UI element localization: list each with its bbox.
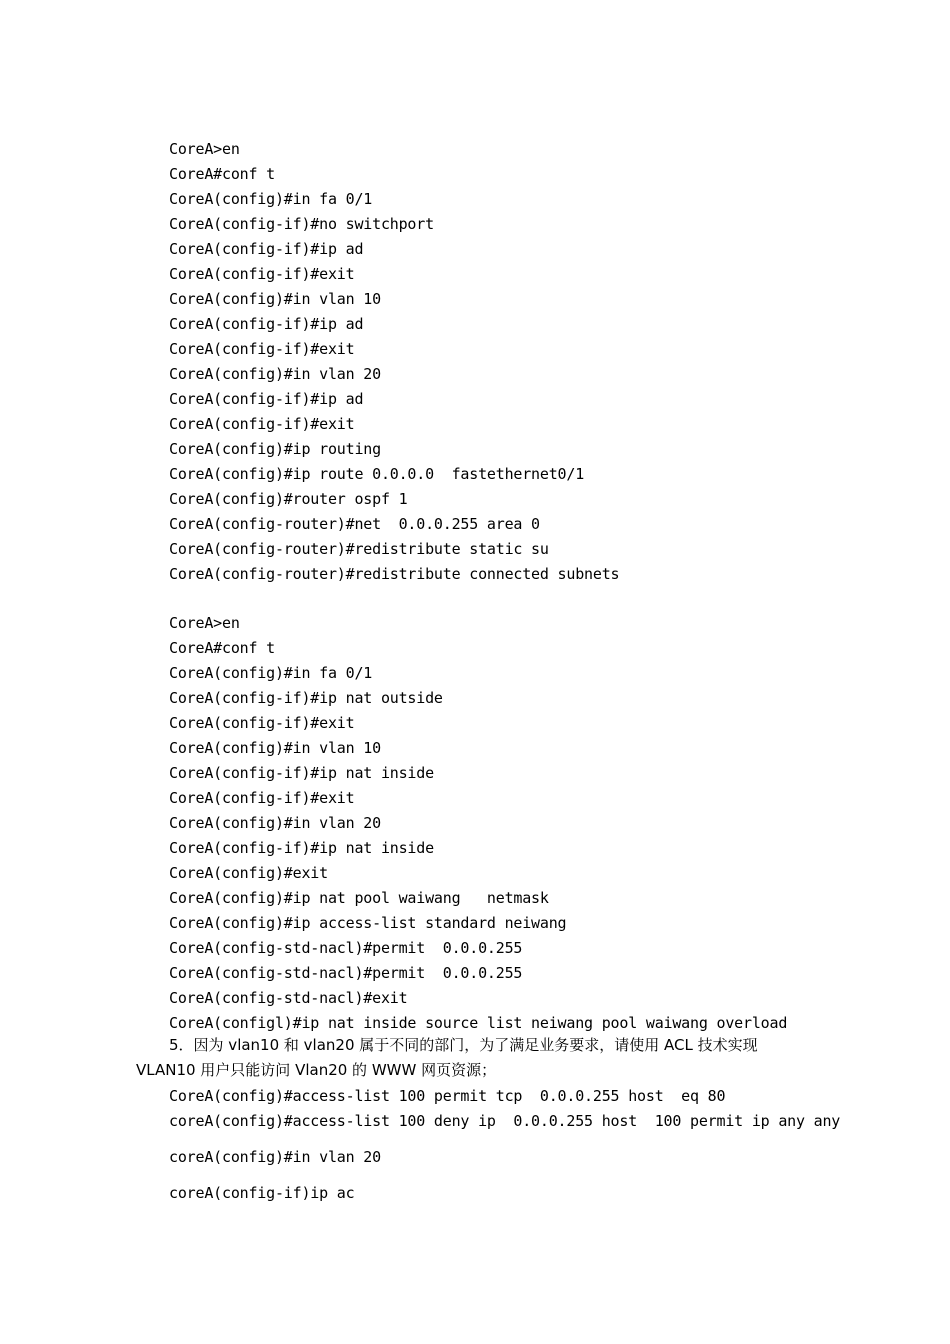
command-line: CoreA(config-if)#exit bbox=[169, 265, 355, 283]
command-line: CoreA(config)#access-list 100 permit tcp 0.0.0.255 host eq 80 bbox=[169, 1087, 726, 1105]
command-line: CoreA(config)#in vlan 10 bbox=[169, 290, 381, 308]
task-paragraph-line-1: 5．因为 vlan10 和 vlan20 属于不同的部门，为了满足业务要求，请使用 ACL 技术实现 bbox=[169, 1036, 758, 1054]
command-line: CoreA(config)#ip route 0.0.0.0 fastethernet0/1 bbox=[169, 465, 585, 483]
command-line: CoreA(config)#ip routing bbox=[169, 440, 381, 458]
command-line: CoreA(config)#exit bbox=[169, 864, 328, 882]
command-line: CoreA(config-std-nacl)#permit 0.0.0.255 bbox=[169, 964, 523, 982]
command-line: CoreA(config-if)#ip ad bbox=[169, 390, 364, 408]
command-line: CoreA(config-if)#exit bbox=[169, 415, 355, 433]
command-line: CoreA(config)#in vlan 20 bbox=[169, 814, 381, 832]
command-line: coreA(config)#access-list 100 deny ip 0.0.0.255 host 100 permit ip any any bbox=[169, 1112, 841, 1130]
command-line: CoreA(config)#in vlan 20 bbox=[169, 365, 381, 383]
command-line: CoreA(config-router)#net 0.0.0.255 area 0 bbox=[169, 515, 540, 533]
command-line: CoreA(config)#in vlan 10 bbox=[169, 739, 381, 757]
task-paragraph bbox=[136, 1033, 826, 1083]
command-line: CoreA>en bbox=[169, 614, 240, 632]
command-line: CoreA(config-if)#ip nat inside bbox=[169, 764, 434, 782]
command-line: CoreA(config)#in fa 0/1 bbox=[169, 190, 373, 208]
command-line: CoreA(config-if)#no switchport bbox=[169, 215, 434, 233]
command-line: coreA(config)#in vlan 20 bbox=[169, 1148, 381, 1166]
command-line: CoreA(config-router)#redistribute connected subnets bbox=[169, 565, 620, 583]
command-line: CoreA(config-if)#ip nat inside bbox=[169, 839, 434, 857]
command-line: CoreA(config)#ip access-list standard neiwang bbox=[169, 914, 567, 932]
command-line: CoreA(config-if)#ip ad bbox=[169, 315, 364, 333]
command-line: CoreA>en bbox=[169, 140, 240, 158]
command-line: CoreA(config)#ip nat pool waiwang netmask bbox=[169, 889, 549, 907]
command-line: CoreA(config-if)#exit bbox=[169, 789, 355, 807]
task-paragraph-line-2: VLAN10 用户只能访问 Vlan20 的 WWW 网页资源； bbox=[136, 1061, 497, 1079]
command-line: CoreA(config-if)#ip ad bbox=[169, 240, 364, 258]
command-line: CoreA(config-if)#exit bbox=[169, 340, 355, 358]
command-line: CoreA(config-std-nacl)#permit 0.0.0.255 bbox=[169, 939, 523, 957]
command-line: CoreA(configl)#ip nat inside source list neiwang pool waiwang overload bbox=[169, 1014, 788, 1032]
command-line: CoreA(config-std-nacl)#exit bbox=[169, 989, 408, 1007]
command-line: CoreA#conf t bbox=[169, 639, 275, 657]
command-line: CoreA(config)#router ospf 1 bbox=[169, 490, 408, 508]
command-line: CoreA(config-if)#ip nat outside bbox=[169, 689, 443, 707]
command-line: coreA(config-if)ip ac bbox=[169, 1184, 355, 1202]
command-line: CoreA(config-router)#redistribute static su bbox=[169, 540, 549, 558]
command-line: CoreA(config)#in fa 0/1 bbox=[169, 664, 373, 682]
command-line: CoreA(config-if)#exit bbox=[169, 714, 355, 732]
command-line: CoreA#conf t bbox=[169, 165, 275, 183]
